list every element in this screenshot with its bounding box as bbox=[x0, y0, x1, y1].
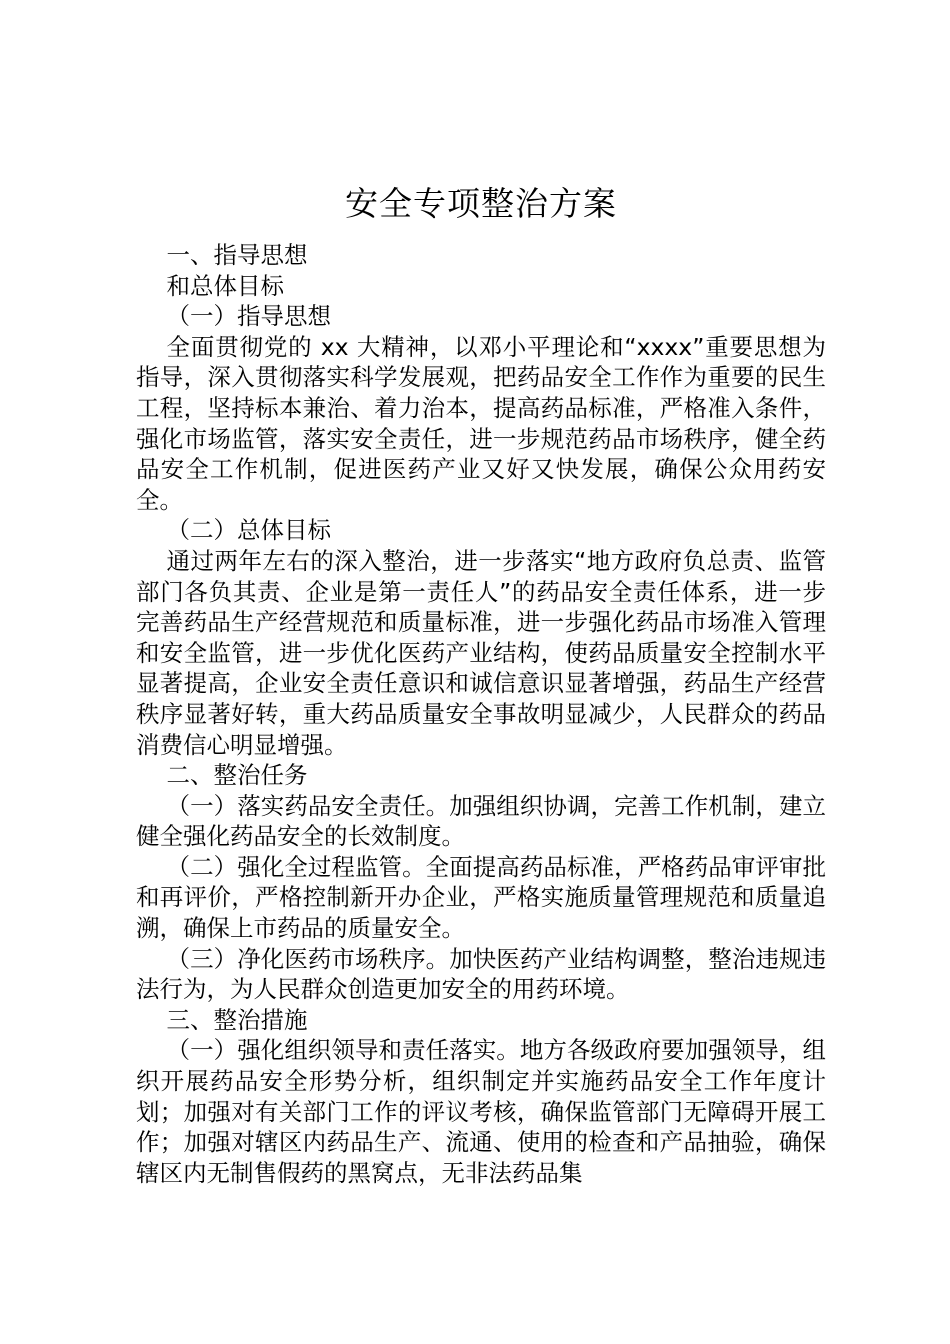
section-heading-tasks: 二、整治任务 bbox=[166, 761, 308, 790]
section-heading-guiding-2: 和总体目标 bbox=[166, 271, 285, 300]
paragraph-guiding-thought: 全面贯彻党的 xx 大精神，以邓小平理论和“xxxx”重要思想为指导，深入贯彻落实科学发展观，把药品安全工作作为重要的民生工程，坚持标本兼治、着力治本，提高药品标准，严格准入条件，强化市场监管，落实安全责任，进一步规范药品市场秩序，健全药品安全工作机制，促进医药产业又好又快发展，确保公众用药安全。 bbox=[136, 332, 826, 514]
paragraph-task-2: （二）强化全过程监管。全面提高药品标准，严格药品审评审批和再评价，严格控制新开办企业，严格实施质量管理规范和质量追溯，确保上市药品的质量安全。 bbox=[136, 852, 826, 943]
paragraph-overall-goal: 通过两年左右的深入整治，进一步落实“地方政府负总责、监管部门各负其责、企业是第一责任人”的药品安全责任体系，进一步完善药品生产经营规范和质量标准，进一步强化药品市场准入管理和安全监管，进一步优化医药产业结构，使药品质量安全控制水平显著提高，企业安全责任意识和诚信意识显著增强，药品生产经营秩序显著好转，重大药品质量安全事故明显减少，人民群众的药品消费信心明显增强。 bbox=[136, 546, 826, 759]
document-page bbox=[136, 178, 826, 1188]
paragraph-measure-1: （一）强化组织领导和责任落实。地方各级政府要加强领导，组织开展药品安全形势分析，组织制定并实施药品安全工作年度计划；加强对有关部门工作的评议考核，确保监管部门无障碍开展工作；加强对辖区内药品生产、流通、使用的检查和产品抽验，确保辖区内无制售假药的黑窝点，无非法药品集 bbox=[136, 1036, 826, 1187]
subheading-overall-goal: （二）总体目标 bbox=[166, 516, 332, 545]
subheading-guiding-thought: （一）指导思想 bbox=[166, 302, 332, 331]
document-title: 安全专项整治方案 bbox=[345, 184, 617, 223]
paragraph-task-3: （三）净化医药市场秩序。加快医药产业结构调整，整治违规违法行为，为人民群众创造更加安全的用药环境。 bbox=[136, 944, 826, 1004]
section-heading-guiding-1: 一、指导思想 bbox=[166, 241, 308, 269]
paragraph-task-1: （一）落实药品安全责任。加强组织协调，完善工作机制，建立健全强化药品安全的长效制度。 bbox=[136, 791, 826, 851]
section-heading-measures: 三、整治措施 bbox=[166, 1005, 308, 1034]
